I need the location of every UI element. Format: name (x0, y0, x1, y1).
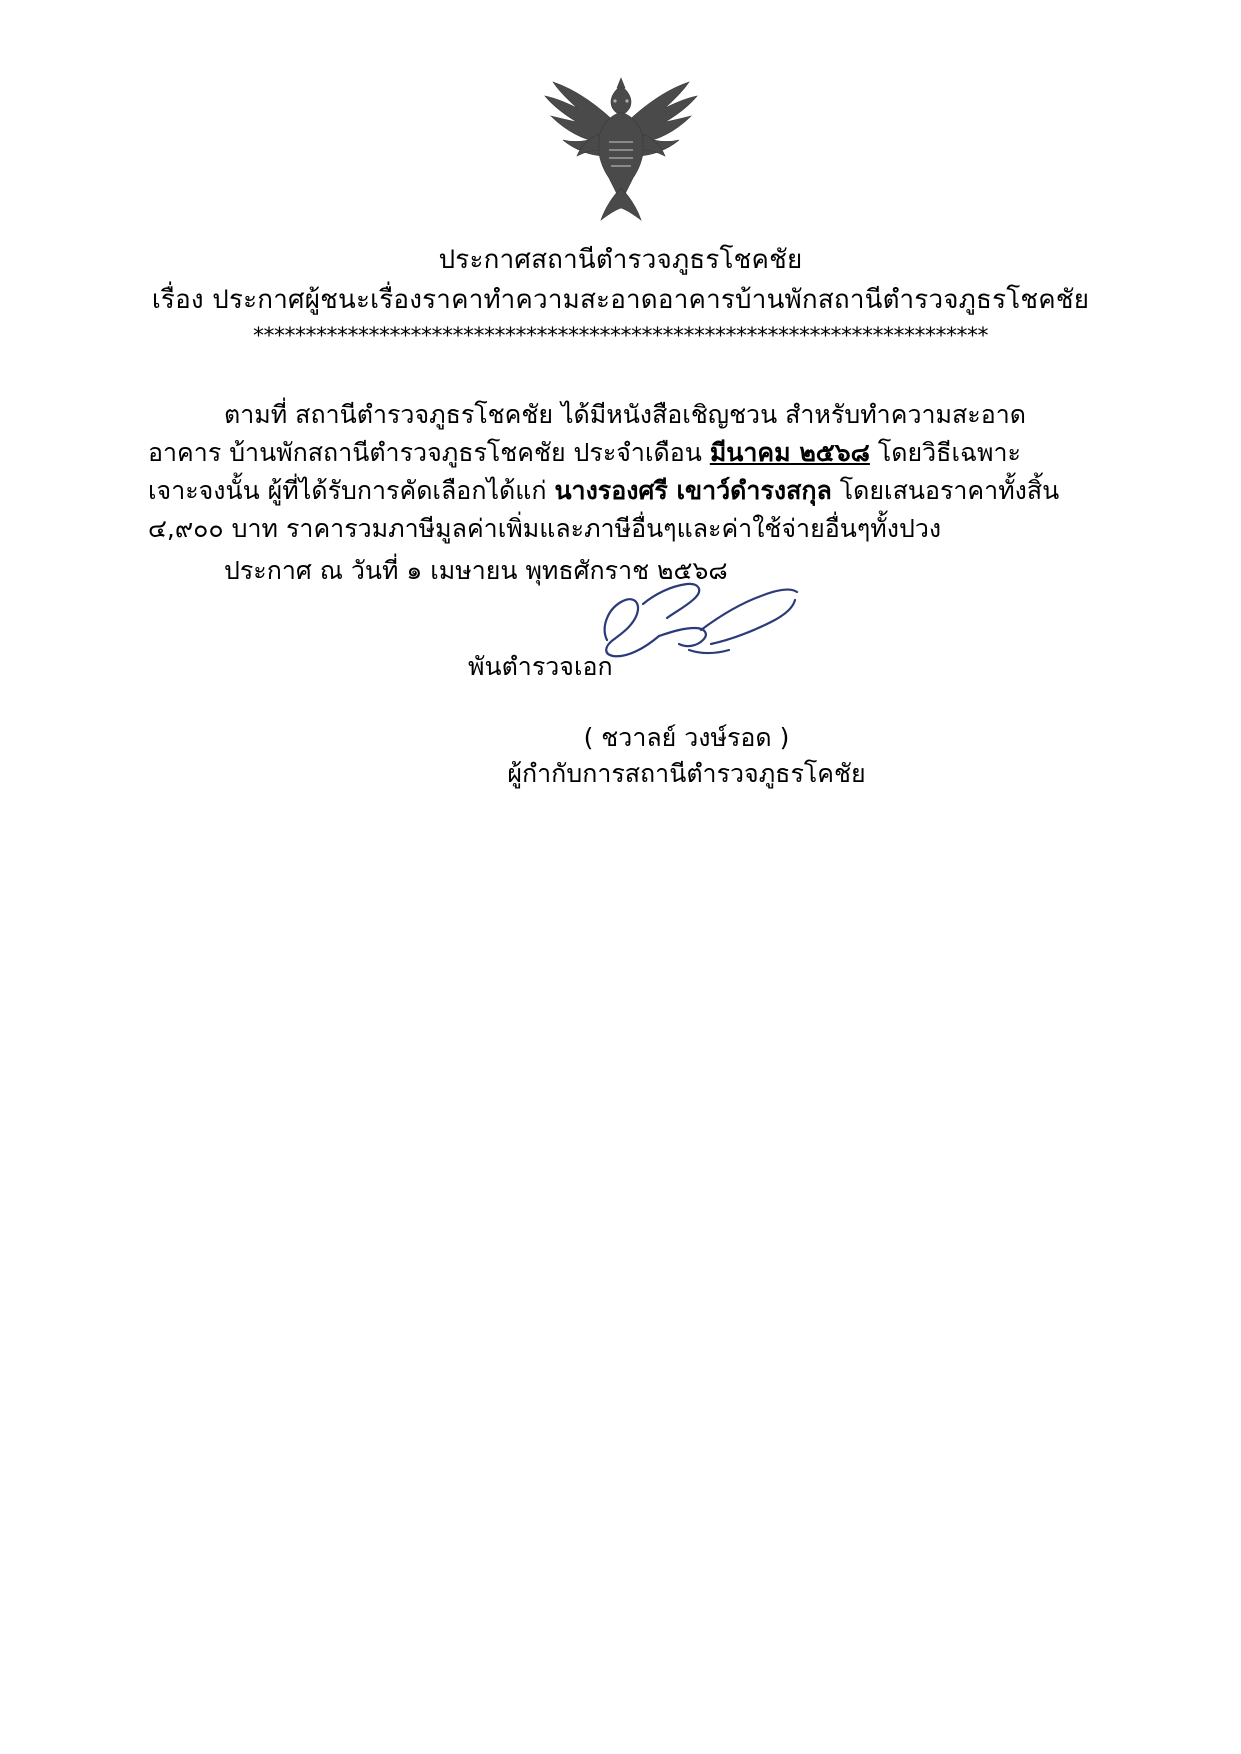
paragraph-part-2: โดยวิธีเฉพาะเจาะจงนั้น ผู้ที่ได้รับการคัดเลือกได้แก่ (148, 438, 1021, 505)
signer-position: ผู้กำกับการสถานีตำรวจภูธรโคชัย (507, 759, 866, 788)
announce-date: ประกาศ ณ วันที่ ๑ เมษายน พุทธศักราช ๒๕๖๘ (224, 556, 728, 585)
emblem-container (0, 68, 1241, 228)
garuda-emblem (531, 68, 711, 228)
paragraph-part-3: โดยเสนอราคาทั้งสิ้น ๔,๙๐๐ บาท ราคารวมภาษีมูลค่าเพิ่มและภาษีอื่นๆและค่าใช้จ่ายอื่นๆทั้งปวง (148, 476, 1060, 543)
signature-block (148, 600, 1095, 792)
page-title: ประกาศสถานีตำรวจภูธรโชคชัย (438, 245, 803, 275)
body-block (148, 396, 1095, 590)
contract-month: มีนาคม ๒๕๖๘ (709, 438, 870, 467)
document-subject: เรื่อง ประกาศผู้ชนะเรื่องราคาทำความสะอาดอาคารบ้านพักสถานีตำรวจภูธรโชคชัย (151, 285, 1090, 315)
handwritten-signature-icon (583, 570, 833, 690)
signer-rank: พันตำรวจเอก (468, 652, 613, 681)
signer-name: ( ชวาลย์ วงษ์รอด ) (583, 723, 790, 752)
signature-row (148, 600, 1095, 720)
asterisk-divider: ********************************************************************** (253, 324, 988, 349)
paragraph-main (148, 396, 1095, 548)
header-block (120, 240, 1121, 350)
paragraph-part-1: ตามที่ สถานีตำรวจภูธรโชคชัย ได้มีหนังสือเชิญชวน สำหรับทำความสะอาดอาคาร บ้านพักสถานีตำรวจภูธรโชคชัย ประจำเดือน (148, 400, 1026, 467)
winner-name: นางรองศรี เขาว์ดำรงสกุล (554, 476, 832, 505)
